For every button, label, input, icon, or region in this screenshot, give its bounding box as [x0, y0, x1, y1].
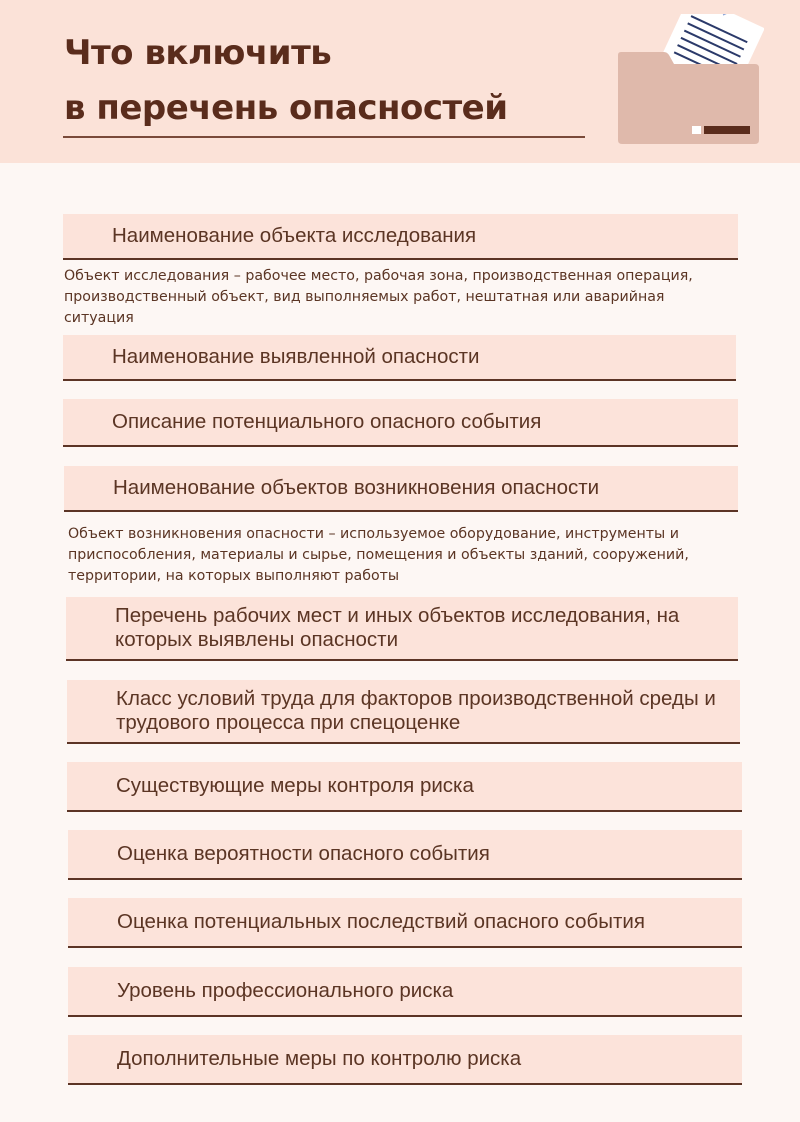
list-item: [64, 466, 738, 512]
list-item: [66, 597, 738, 661]
list-item: [68, 967, 742, 1017]
page-title-line-2: в перечень опасностей: [64, 88, 508, 128]
note-object-of-study: Объект исследования – рабочее место, рабочая зона, производственная операция, производственный объект, вид выполняемых работ, нештатная или аварийная ситуация: [64, 268, 693, 326]
list-item-label: Наименование объекта исследования: [112, 224, 477, 247]
list-item: [68, 1035, 742, 1085]
list-item: [63, 214, 738, 260]
list-item: [63, 399, 738, 447]
list-item: [68, 830, 742, 880]
list-item-label: Оценка вероятности опасного события: [117, 842, 490, 865]
list-item: [68, 898, 742, 948]
list-item-label: Класс условий труда для факторов производственной среды и трудового процесса при спецоценке: [116, 687, 716, 734]
folder-with-document-icon: [614, 14, 764, 148]
title-underline: [63, 136, 585, 138]
list-item-label: Дополнительные меры по контролю риска: [117, 1047, 522, 1070]
list-item: [67, 680, 740, 744]
list-item-label: Описание потенциального опасного события: [112, 410, 542, 433]
list-item-label: Перечень рабочих мест и иных объектов исследования, на которых выявлены опасности: [115, 604, 680, 651]
list-item-label: Существующие меры контроля риска: [116, 774, 474, 797]
note-hazard-objects: Объект возникновения опасности – используемое оборудование, инструменты и приспособления, материалы и сырье, помещения и объекты зданий, сооружений, территории, на которых выполняют работы: [68, 526, 689, 584]
list-item-label: Наименование выявленной опасности: [112, 345, 480, 368]
list-item: [63, 335, 736, 381]
list-item-label: Уровень профессионального риска: [117, 979, 454, 1002]
list-item-label: Наименование объектов возникновения опасности: [113, 476, 600, 499]
page-title-line-1: Что включить: [64, 33, 332, 73]
list-item-label: Оценка потенциальных последствий опасного события: [117, 910, 645, 933]
list-item: [67, 762, 742, 812]
header-banner: [0, 0, 800, 163]
